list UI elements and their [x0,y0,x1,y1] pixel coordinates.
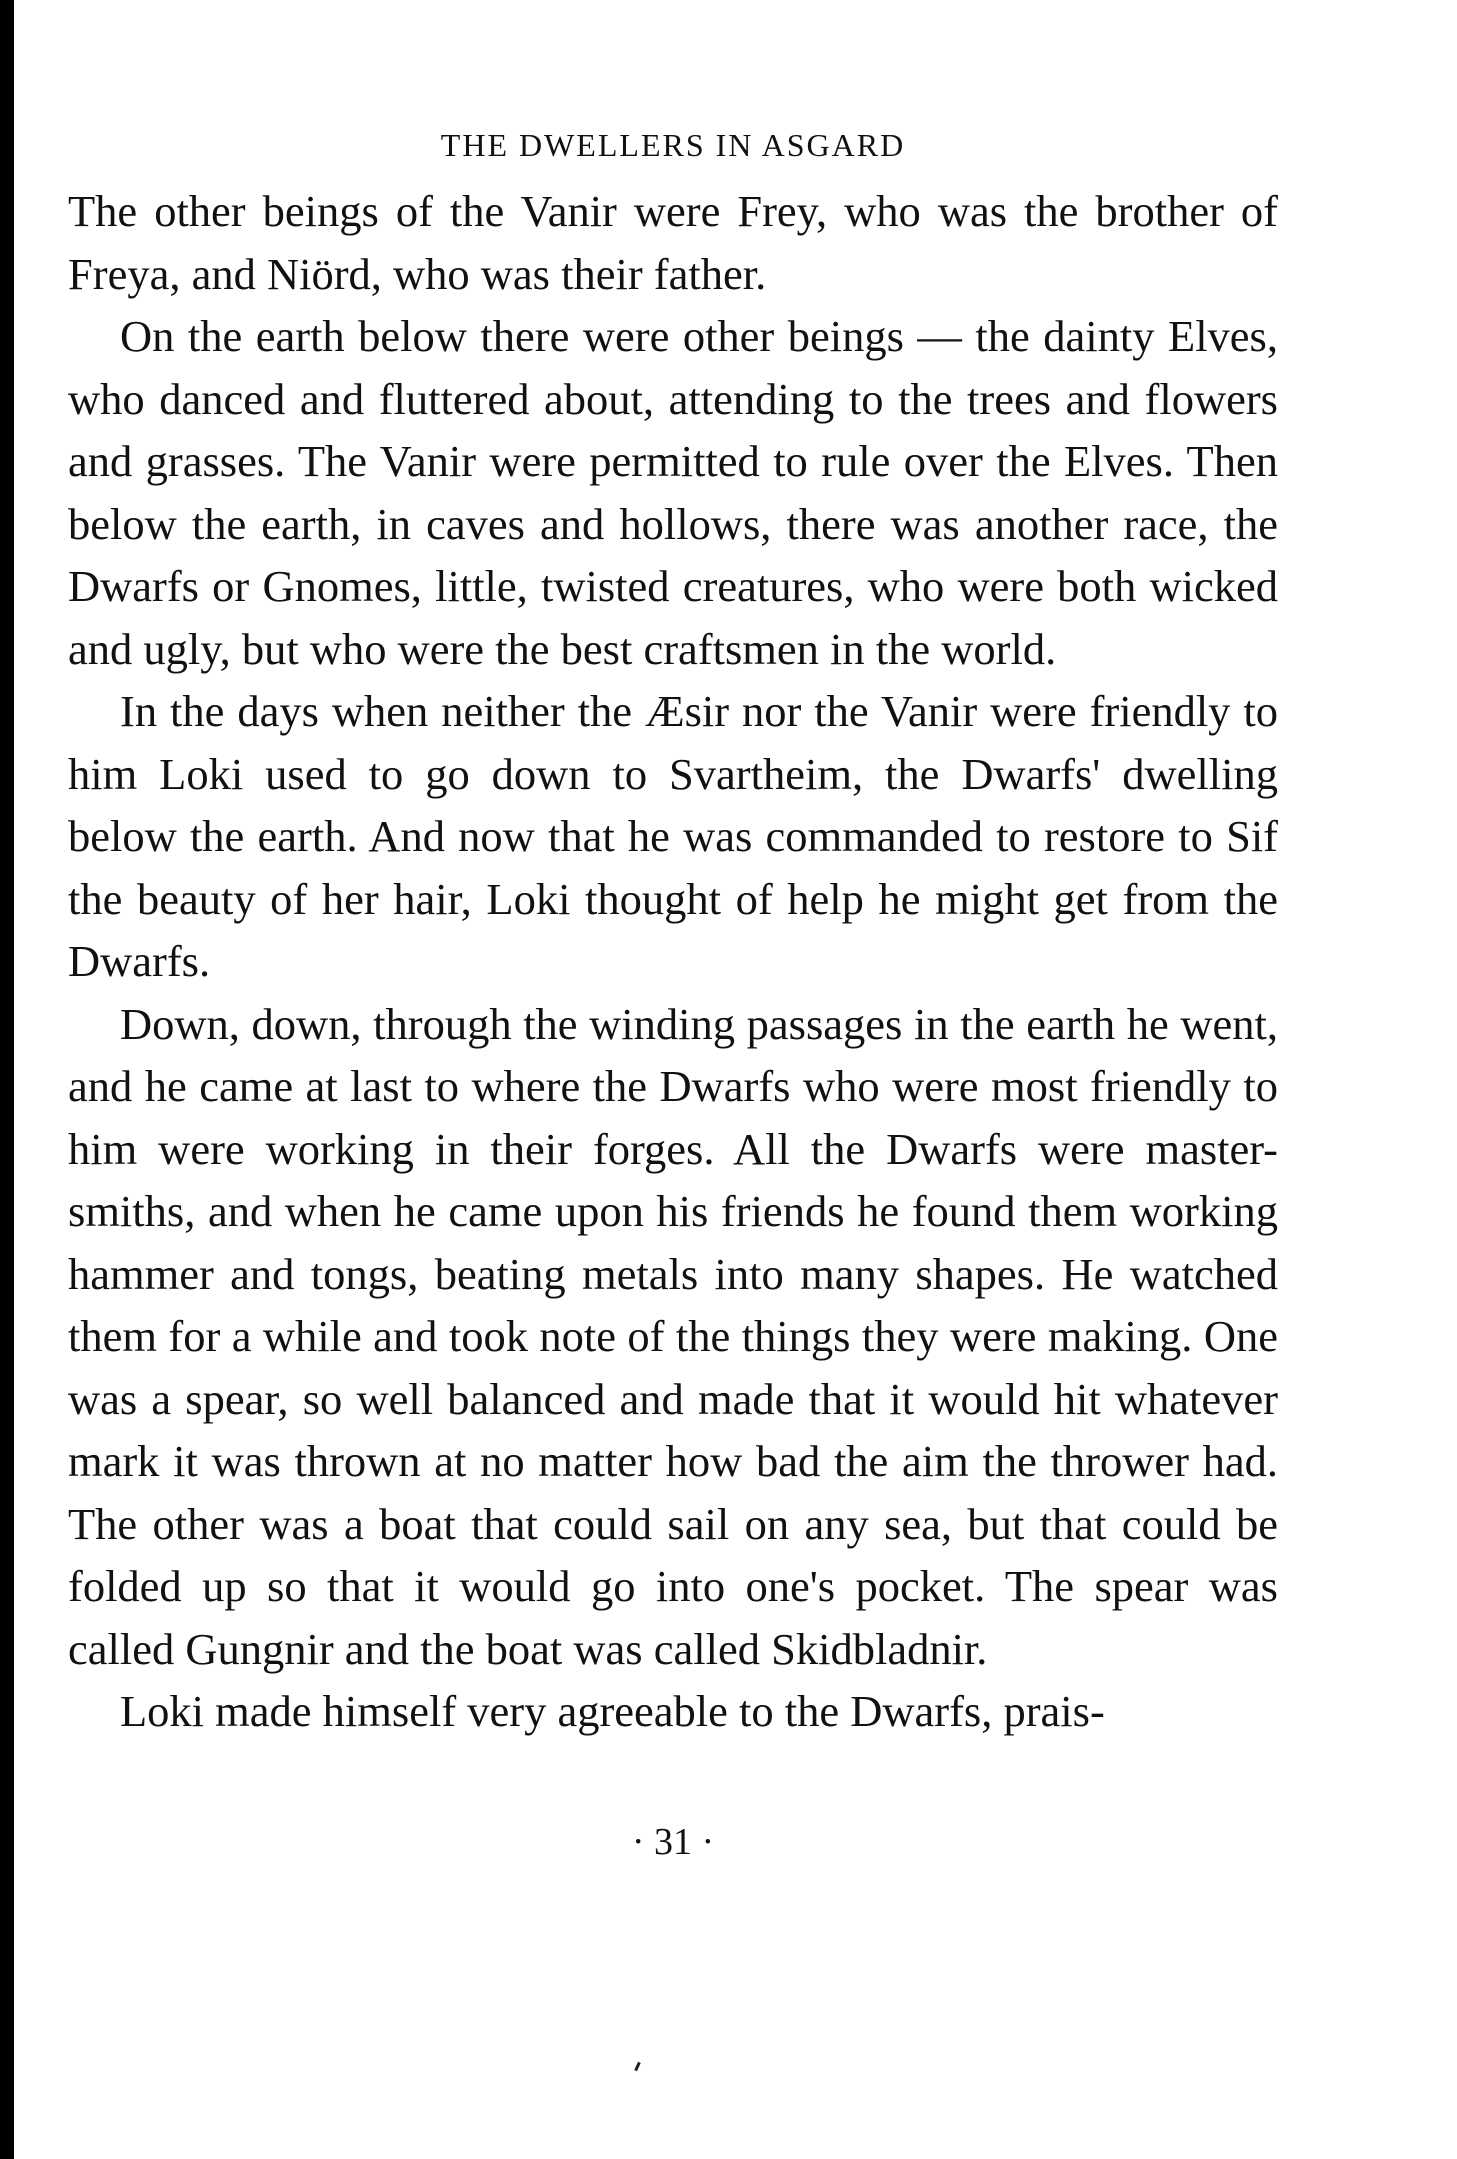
page-number: · 31 · [631,1821,715,1863]
book-page [68,0,1278,2159]
scan-border [0,0,14,2159]
paragraph-3: In the days when neither the Æsir nor the Vanir were friendly to him Loki used to go down to Svartheim, the Dwarfs' dwelling below the earth. And now that he was commanded to restore to Sif the beauty of her hair, Loki thought of help he might get from the Dwarfs. [68,686,1278,986]
body-text [68,180,1278,1743]
running-head: THE DWELLERS IN ASGARD [440,127,906,163]
paragraph-4: Down, down, through the winding passages in the earth he went, and he came at last to where the Dwarfs who were most friendly to him were working in their forges. All the Dwarfs were master-smiths, and when he came upon his friends he found them working hammer and tongs, beating metals into many shapes. He watched them for a while and took note of the things they were making. One was a spear, so well balanced and made that it would hit whatever mark it was thrown at no matter how bad the aim the thrower had. The other was a boat that could sail on any sea, but that could be folded up so that it would go into one's pocket. The spear was called Gungnir and the boat was called Skidbladnir. [68,998,1278,1674]
paragraph-1: The other beings of the Vanir were Frey, who was the brother of Freya, and Niörd, who was their father. [68,186,1278,299]
paragraph-5: Loki made himself very agreeable to the Dwarfs, prais- [120,1686,1105,1736]
paragraph-2: On the earth below there were other beings — the dainty Elves, who danced and fluttered about, attending to the trees and flowers and grasses. The Vanir were permitted to rule over the Elves. Then below the earth, in caves and hollows, there was another race, the Dwarfs or Gnomes, little, twisted creatures, who were both wicked and ugly, but who were the best craftsmen in the world. [68,311,1278,674]
